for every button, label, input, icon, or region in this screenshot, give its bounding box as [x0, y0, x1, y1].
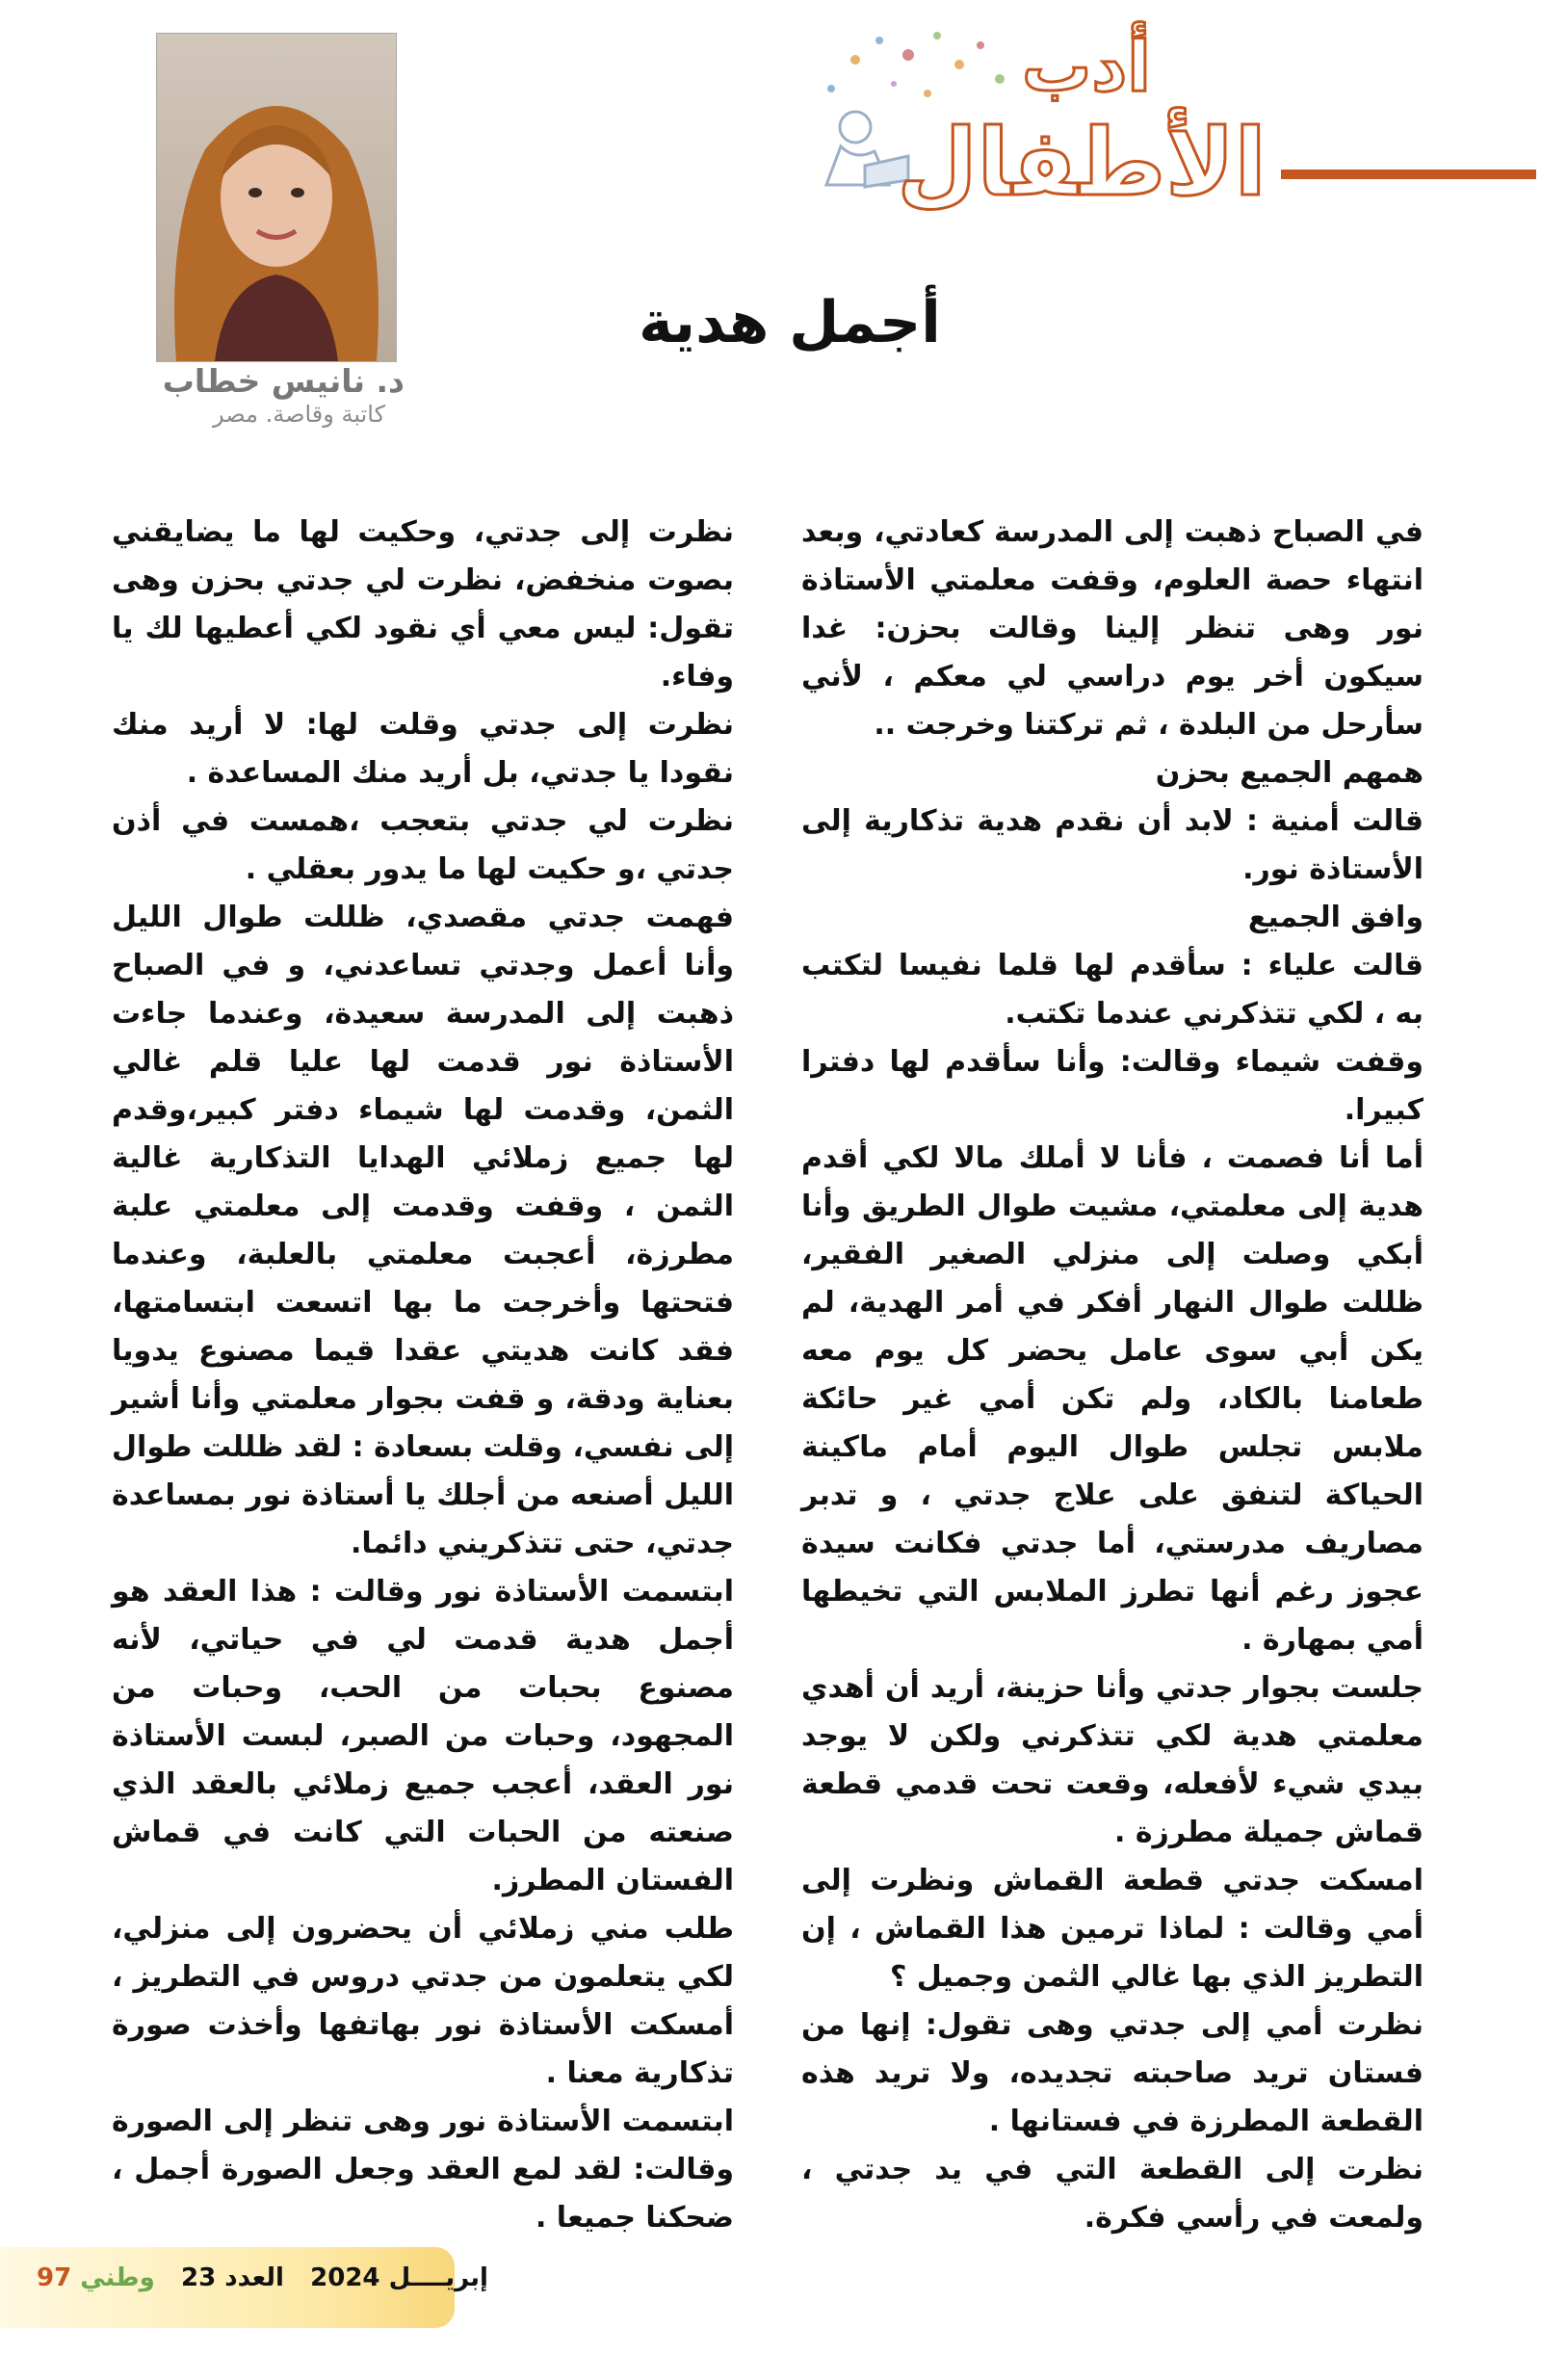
footer-magazine-name: وطني: [80, 2263, 155, 2292]
paragraph: امسكت جدتي قطعة القماش ونظرت إلى أمي وقالت : لماذا ترمين هذا القماش ، إن التطريز الذي بها غالي الثمن وجميل ؟: [801, 1864, 1423, 1994]
paragraph: قالت أمنية : لابد أن نقدم هدية تذكارية إلى الأستاذة نور.: [801, 804, 1423, 886]
page-number: 97: [37, 2263, 72, 2292]
footer-issue: العدد 23: [181, 2263, 284, 2292]
article-column-right: [801, 509, 1423, 2235]
article-title: أجمل هدية: [639, 289, 941, 356]
footer-date: إبريــــل 2024: [310, 2263, 488, 2292]
paragraph: نظرت إلى جدتي، وحكيت لها ما يضايقني بصوت منخفض، نظرت لي جدتي بحزن وهى تقول: ليس معي أي نقود لكي أعطيها لك يا وفاء.: [112, 515, 734, 693]
paragraph: ابتسمت الأستاذة نور وقالت : هذا العقد هو أجمل هدية قدمت لي في حياتي، لأنه مصنوع بحبات من الحب، وحبات من المجهود، وحبات من الصبر، لبست الأستاذة نور العقد، أعجب جميع زملائي بالعقد الذي صنعته من الحبات التي كانت في قماش الفستان المطرز.: [112, 1575, 734, 1897]
section-logo: [711, 21, 1293, 217]
paragraph: أما أنا فصمت ، فأنا لا أملك مالا لكي أقدم هدية إلى معلمتي، مشيت طوال الطريق وأنا أبكي وصلت إلى منزلي الصغير الفقير، ظللت طوال النهار أفكر في أمر الهدية، لم يكن أبي سوى عامل يحضر كل يوم معه طعامنا بالكاد، ولم تكن أمي غير حائكة ملابس تجلس طوال اليوم أمام ماكينة الحياكة لتنفق على علاج جدتي ، و تدبر مصاريف مدرستي، أما جدتي فكانت سيدة عجوز رغم أنها تطرز الملابس التي تخيطها أمي بمهارة .: [801, 1141, 1423, 1657]
author-name: د. نانيس خطاب: [162, 362, 405, 400]
paragraph: في الصباح ذهبت إلى المدرسة كعادتي، وبعد انتهاء حصة العلوم، وقفت معلمتي الأستاذة نور وهى تنظر إلينا وقالت بحزن: غدا سيكون أخر يوم دراسي لي معكم ، لأني سأرحل من البلدة ، ثم تركتنا وخرجت ..: [801, 515, 1423, 742]
author-photo: [156, 33, 397, 362]
author-portrait-icon: [157, 34, 396, 361]
letters-cloud-icon: [827, 32, 1005, 97]
section-logo-top-text: أدب: [1022, 26, 1151, 107]
paragraph: فهمت جدتي مقصدي، ظللت طوال الليل وأنا أعمل وجدتي تساعدني، و في الصباح ذهبت إلى المدرسة سعيدة، وعندما جاءت الأستاذة نور قدمت لها عليا قلم غالي الثمن، وقدمت لها شيماء دفتر كبير،وقدم لها جميع زملائي الهدايا التذكارية غالية الثمن ، وقفت وقدمت إلى معلمتي علبة مطرزة، أعجبت معلمتي بالعلبة، وعندما فتحتها وأخرجت ما بها اتسعت ابتسامتها، فقد كانت هديتي عقدا قيما مصنوع يدويا بعناية ودقة، و قفت بجوار معلمتي وأنا أشير إلى نفسي، وقلت بسعادة : لقد ظللت طوال الليل أصنعه من أجلك يا أستاذة نور بمساعدة جدتي، حتى تتذكريني دائما.: [112, 901, 734, 1560]
paragraph: نظرت إلى القطعة التي في يد جدتي ، ولمعت في رأسي فكرة.: [801, 2153, 1423, 2235]
paragraph: ابتسمت الأستاذة نور وهى تنظر إلى الصورة وقالت: لقد لمع العقد وجعل الصورة أجمل ، ضحكنا جميعا .: [112, 2105, 734, 2235]
paragraph: وقفت شيماء وقالت: وأنا سأقدم لها دفترا كبيرا.: [801, 1045, 1423, 1127]
header-accent-line: [1281, 170, 1536, 179]
article-column-left: [112, 509, 734, 2235]
paragraph: طلب مني زملائي أن يحضرون إلى منزلي، لكي يتعلمون من جدتي دروس في التطريز ، أمسكت الأستاذة نور بهاتفها وأخذت صورة تذكارية معنا .: [112, 1912, 734, 2090]
paragraph: جلست بجوار جدتي وأنا حزينة، أريد أن أهدي معلمتي هدية لكي تتذكرني ولكن لا يوجد بيدي شيء لأفعله، وقعت تحت قدمي قطعة قماش جميلة مطرزة .: [801, 1671, 1423, 1849]
footer-info: [37, 2263, 488, 2292]
paragraph: وافق الجميع: [1247, 901, 1423, 934]
child-reading-icon: [826, 112, 908, 187]
paragraph: همهم الجميع بحزن: [1155, 756, 1423, 790]
section-logo-bottom-text: الأطفال: [897, 109, 1267, 217]
paragraph: نظرت أمي إلى جدتي وهى تقول: إنها من فستان تريد صاحبته تجديده، ولا تريد هذه القطعة المطرزة في فستانها .: [801, 2008, 1423, 2138]
paragraph: نظرت لي جدتي بتعجب ،همست في أذن جدتي ،و حكيت لها ما يدور بعقلي .: [112, 804, 734, 886]
author-role: كاتبة وقاصة. مصر: [213, 401, 385, 428]
paragraph: قالت علياء : سأقدم لها قلما نفيسا لتكتب به ، لكي تتذكرني عندما تكتب.: [801, 949, 1423, 1031]
paragraph: نظرت إلى جدتي وقلت لها: لا أريد منك نقودا يا جدتي، بل أريد منك المساعدة .: [112, 708, 734, 790]
